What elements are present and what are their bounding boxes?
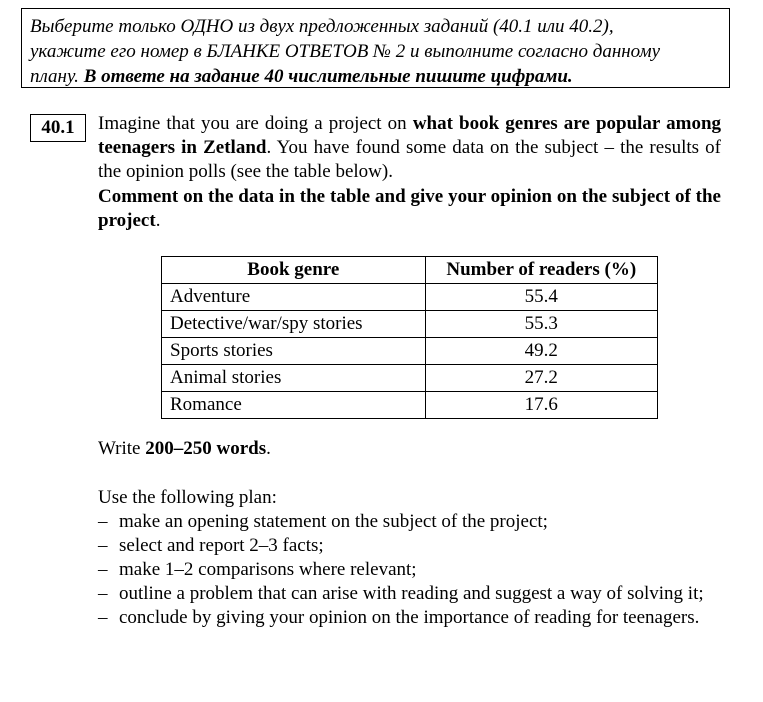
task-intro-text-2: . You have found some data on the subject – the results of the opinion polls (see the table below). <box>98 137 721 182</box>
table-cell-genre: Sports stories <box>162 338 426 365</box>
task-comment-end: . <box>155 210 161 231</box>
table-cell-value: 17.6 <box>425 392 657 419</box>
instructions-line-1: Выберите только ОДНО из двух предложенных заданий (40.1 или 40.2), <box>30 16 614 37</box>
instructions-line-3: плану. <box>30 66 79 87</box>
list-dash: – <box>98 607 108 628</box>
instructions-line-3-bold: В ответе на задание 40 числительные пишите цифрами. <box>83 66 573 87</box>
list-item <box>98 510 723 534</box>
table-cell-genre: Romance <box>162 392 426 419</box>
plan-item-text: make an opening statement on the subject of the project; <box>119 511 548 532</box>
list-item <box>98 558 723 582</box>
task-number: 40.1 <box>30 114 86 142</box>
list-dash: – <box>98 535 108 556</box>
list-item <box>98 582 723 606</box>
table-row <box>162 311 658 338</box>
instructions-box <box>21 8 730 88</box>
table-cell-value: 55.4 <box>425 284 657 311</box>
table-row <box>162 338 658 365</box>
table-row <box>162 365 658 392</box>
table-cell-genre: Animal stories <box>162 365 426 392</box>
list-item <box>98 606 723 630</box>
table-cell-genre: Detective/war/spy stories <box>162 311 426 338</box>
instructions-line-2: укажите его номер в БЛАНКЕ ОТВЕТОВ № 2 и выполните согласно данному <box>30 41 661 62</box>
table-header-row <box>162 257 658 284</box>
plan-intro: Use the following plan: <box>98 487 277 508</box>
list-dash: – <box>98 511 108 532</box>
list-dash: – <box>98 559 108 580</box>
plan-item-text: make 1–2 comparisons where relevant; <box>119 559 417 580</box>
table-row <box>162 392 658 419</box>
table-header-genre: Book genre <box>162 257 426 284</box>
plan-item-text: select and report 2–3 facts; <box>119 535 324 556</box>
word-count-instruction <box>98 437 271 461</box>
write-prefix: Write <box>98 438 141 459</box>
list-dash: – <box>98 583 108 604</box>
table-cell-value: 55.3 <box>425 311 657 338</box>
task-topic: what book genres are popular among teenagers in Zetland <box>98 113 722 158</box>
task-comment <box>98 185 721 233</box>
task-intro-text-1: Imagine that you are doing a project on <box>98 113 407 134</box>
list-item <box>98 534 723 558</box>
table-cell-genre: Adventure <box>162 284 426 311</box>
table-row <box>162 284 658 311</box>
table-header-readers: Number of readers (%) <box>425 257 657 284</box>
task-comment-bold: Comment on the data in the table and give your opinion on the subject of the project <box>98 186 721 231</box>
plan-item-text: conclude by giving your opinion on the importance of reading for teenagers. <box>119 607 700 628</box>
table-cell-value: 49.2 <box>425 338 657 365</box>
plan-item-text: outline a problem that can arise with reading and suggest a way of solving it; <box>119 583 704 604</box>
plan-list <box>98 510 723 630</box>
table-cell-value: 27.2 <box>425 365 657 392</box>
write-suffix: . <box>266 438 271 459</box>
data-table <box>161 256 658 419</box>
task-intro <box>98 112 721 184</box>
word-count: 200–250 words <box>145 438 267 459</box>
